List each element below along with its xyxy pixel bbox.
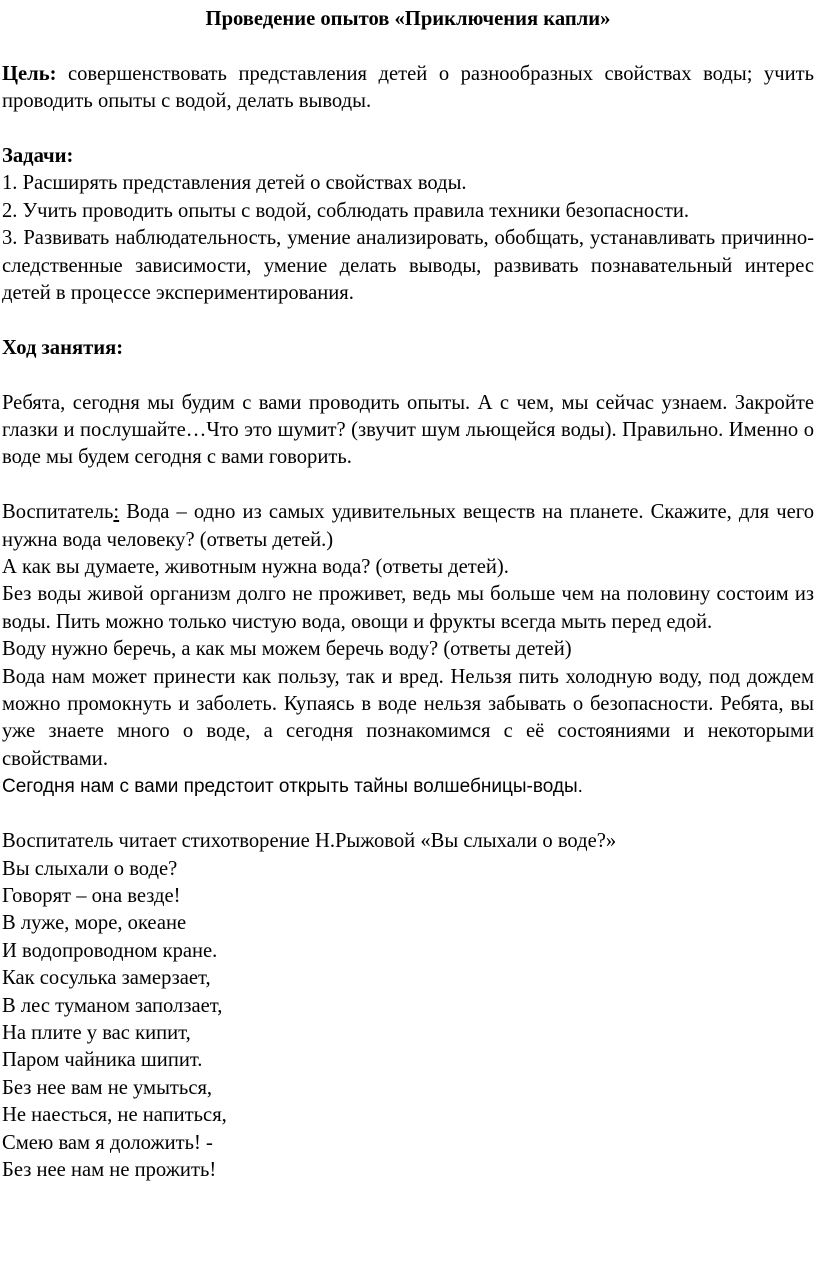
spacer [2,116,814,143]
spacer [2,362,814,389]
teacher-paragraph [2,499,814,554]
spacer [2,472,814,499]
spacer [2,33,814,60]
lesson-intro: Ребята, сегодня мы будим с вами проводить опыты. А с чем, мы сейчас узнаем. Закройте глазки и послушайте…Что это шумит? (звучит шум льющейся воды). Правильно. Именно о воде мы будем сегодня с вами говорить. [2,391,814,469]
goal-paragraph [2,61,814,116]
poem-line: Смею вам я доложить! - [2,1131,213,1154]
goal-text: совершенствовать представления детей о разнообразных свойствах воды; учить проводить опыты с водой, делать выводы. [2,62,814,113]
poem-line: Не наесться, не напиться, [2,1104,227,1127]
poem-line: На плите у вас кипит, [2,1021,191,1044]
goal-label: Цель: [2,62,57,85]
spacer [2,801,814,828]
task-item-3: 3. Развивать наблюдательность, умение анализировать, обобщать, устанавливать причинно-следственные зависимости, умение делать выводы, развивать познавательный интерес детей в процессе экспериментирования. [2,227,814,305]
teacher-colon: : [113,501,120,524]
poem-line: И водопроводном кране. [2,939,218,962]
lesson-heading: Ход занятия: [2,336,124,359]
poem-line: Без нее вам не умыться, [2,1076,213,1099]
teacher-label: Воспитатель [2,501,114,524]
poem-line: Вы слыхали о воде? [2,857,178,880]
teacher-text: Вода – одно из самых удивительных веществ на планете. Скажите, для чего нужна вода человеку? (ответы детей.) [2,501,814,551]
poem-line: Паром чайника шипит. [2,1049,203,1072]
poem-line: Без нее нам не прожить! [2,1158,217,1181]
lesson-paragraph-benefit-harm: Вода нам может принести как пользу, так и вред. Нельзя пить холодную воду, под дождем можно промокнуть и заболеть. Купаясь в воде нельзя забывать о безопасности. Ребята, вы уже знаете много о воде, а сегодня познакомимся с её состояниями и некоторыми свойствами. [2,665,814,770]
lesson-secrets-line: Сегодня нам с вами предстоит открыть тайны волшебницы-воды. [2,776,583,798]
lesson-paragraph-save-water: Воду нужно беречь, а как мы можем беречь воду? (ответы детей) [2,638,572,661]
task-item-1: 1. Расширять представления детей о свойствах воды. [2,172,467,195]
poem [2,856,814,1185]
tasks-heading: Задачи: [2,145,74,167]
poem-line: В луже, море, океане [2,912,187,935]
lesson-paragraph-animals: А как вы думаете, животным нужна вода? (ответы детей). [2,556,509,579]
poem-intro: Воспитатель читает стихотворение Н.Рыжовой «Вы слыхали о воде?» [2,830,617,853]
document-page [2,6,814,1184]
poem-line: В лес туманом заползает, [2,994,223,1017]
lesson-paragraph-organism: Без воды живой организм долго не проживет, ведь мы больше чем на половину состоим из воды. Пить можно только чистую вода, овощи и фрукты всегда мыть перед едой. [2,583,814,633]
poem-line: Как сосулька замерзает, [2,967,211,990]
task-item-2: 2. Учить проводить опыты с водой, соблюдать правила техники безопасности. [2,199,689,222]
spacer [2,307,814,334]
poem-line: Говорят – она везде! [2,884,181,907]
document-title: Проведение опытов «Приключения капли» [205,8,611,30]
